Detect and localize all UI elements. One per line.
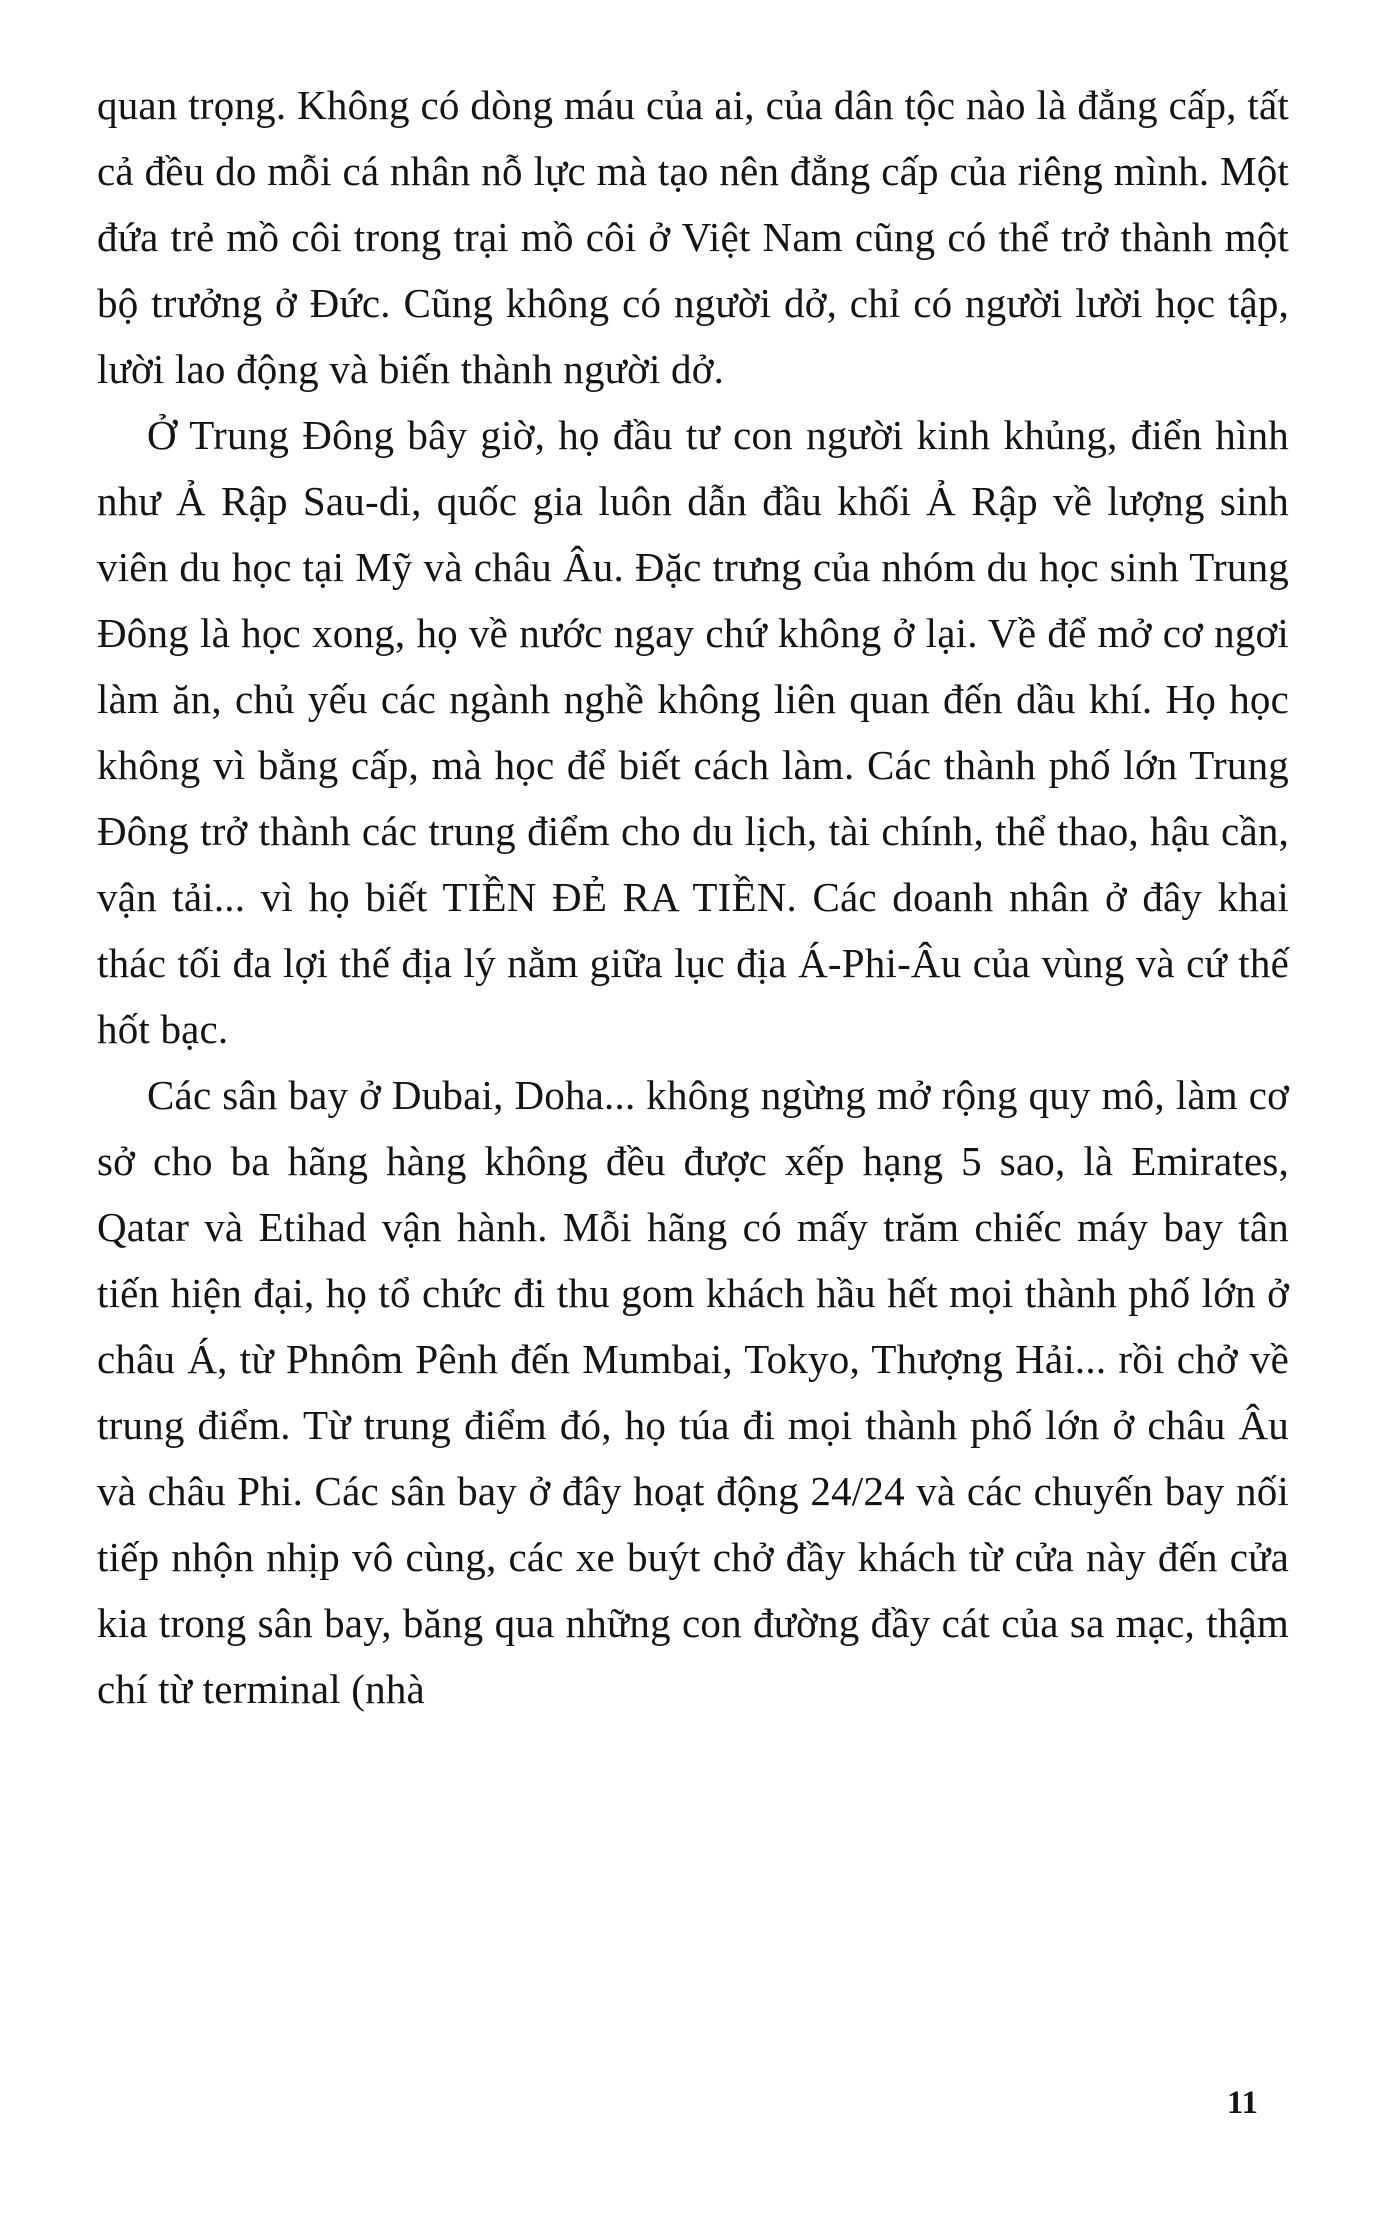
paragraph-2: Ở Trung Đông bây giờ, họ đầu tư con người kinh khủng, điển hình như Ả Rập Sau-di, quốc gia luôn dẫn đầu khối Ả Rập về lượng sinh viên du học tại Mỹ và châu Âu. Đặc trưng của nhóm du học sinh Trung Đông là học xong, họ về nước ngay chứ không ở lại. Về để mở cơ ngơi làm ăn, chủ yếu các ngành nghề không liên quan đến dầu khí. Họ học không vì bằng cấp, mà học để biết cách làm. Các thành phố lớn Trung Đông trở thành các trung điểm cho du lịch, tài chính, thể thao, hậu cần, vận tải... vì họ biết TIỀN ĐẺ RA TIỀN. Các doanh nhân ở đây khai thác tối đa lợi thế địa lý nằm giữa lục địa Á-Phi-Âu của vùng và cứ thế hốt bạc. <box>97 412 1289 1052</box>
paragraph-1: quan trọng. Không có dòng máu của ai, của dân tộc nào là đẳng cấp, tất cả đều do mỗi cá nhân nỗ lực mà tạo nên đẳng cấp của riêng mình. Một đứa trẻ mồ côi trong trại mồ côi ở Việt Nam cũng có thể trở thành một bộ trưởng ở Đức. Cũng không có người dở, chỉ có người lười học tập, lười lao động và biến thành người dở. <box>97 82 1289 392</box>
page-text-block <box>97 72 1289 1722</box>
page-number: 11 <box>1226 2085 1258 2121</box>
paragraph-3: Các sân bay ở Dubai, Doha... không ngừng mở rộng quy mô, làm cơ sở cho ba hãng hàng không đều được xếp hạng 5 sao, là Emirates, Qatar và Etihad vận hành. Mỗi hãng có mấy trăm chiếc máy bay tân tiến hiện đại, họ tổ chức đi thu gom khách hầu hết mọi thành phố lớn ở châu Á, từ Phnôm Pênh đến Mumbai, Tokyo, Thượng Hải... rồi chở về trung điểm. Từ trung điểm đó, họ túa đi mọi thành phố lớn ở châu Âu và châu Phi. Các sân bay ở đây hoạt động 24/24 và các chuyến bay nối tiếp nhộn nhịp vô cùng, các xe buýt chở đầy khách từ cửa này đến cửa kia trong sân bay, băng qua những con đường đầy cát của sa mạc, thậm chí từ terminal (nhà <box>97 1072 1289 1712</box>
